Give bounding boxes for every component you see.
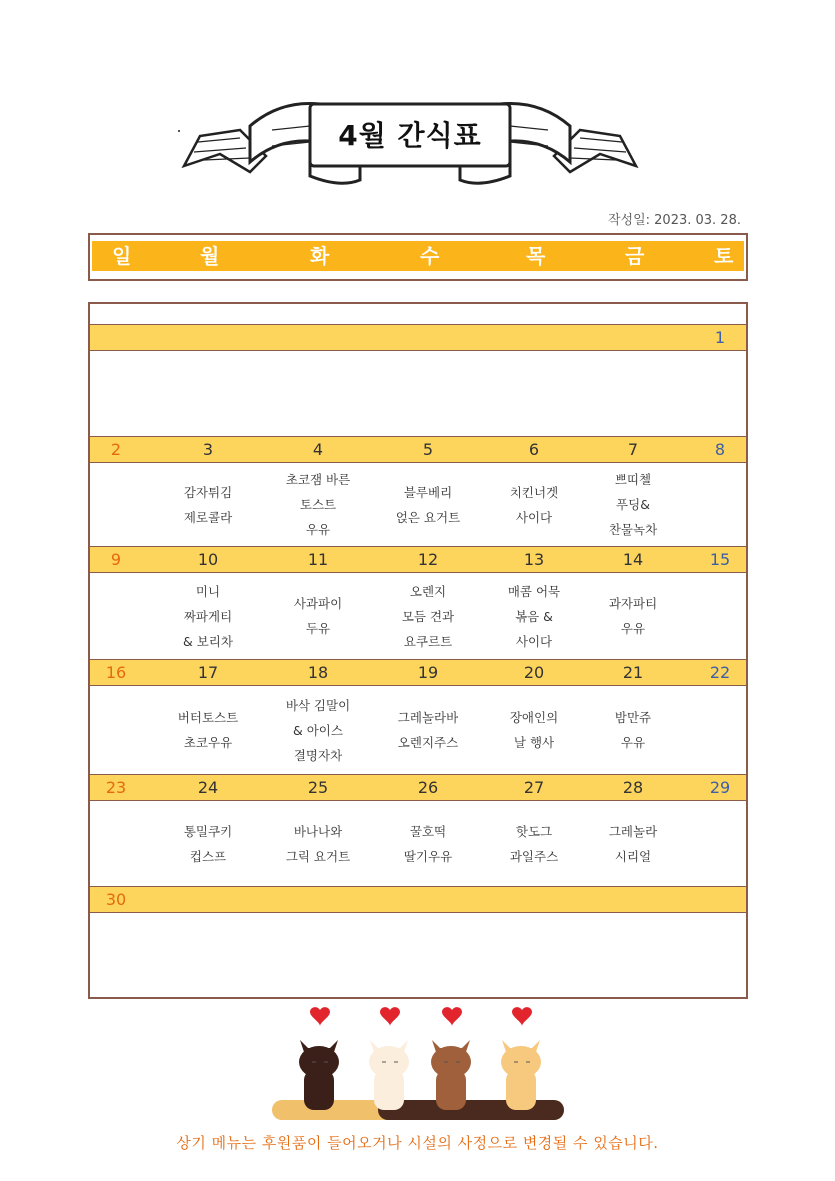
date-number: 28: [622, 778, 644, 797]
menu-item: 치킨너겟 사이다: [509, 484, 559, 525]
date-number: 23: [105, 778, 127, 797]
cat-cream-icon: [369, 1040, 409, 1110]
date-number: 16: [105, 663, 127, 682]
date-number: 21: [622, 663, 644, 682]
date-number: 6: [528, 440, 540, 459]
menu-item: 그레놀라바 오렌지주스: [397, 710, 459, 750]
calendar-grid: [88, 302, 748, 999]
date-number: 29: [709, 778, 731, 797]
date-number: 5: [422, 440, 434, 459]
date-number: 15: [709, 550, 731, 569]
page-title: 4월 간식표: [338, 119, 482, 152]
menu-item: 블루베리 얹은 요거트: [395, 484, 461, 525]
date-number: 22: [709, 663, 731, 682]
cat-orange-icon: [501, 1040, 541, 1110]
heart-icon: [380, 1007, 400, 1026]
date-number: 14: [622, 550, 644, 569]
date-number: 18: [307, 663, 329, 682]
date-number: 20: [523, 663, 545, 682]
menu-item: 과자파티 우유: [608, 596, 658, 636]
weekday-mon: 월: [200, 244, 220, 268]
date-row: [90, 546, 746, 573]
menu-item: 감자튀김 제로콜라: [183, 484, 233, 525]
date-row: [90, 436, 746, 463]
title-banner: [180, 96, 640, 188]
date-number: 24: [197, 778, 219, 797]
date-row: [90, 774, 746, 801]
menu-item: 장애인의 날 행사: [509, 710, 559, 750]
menu-item: 바삭 김말이 & 아이스 결명자차: [285, 697, 351, 763]
cats-illustration-icon: [268, 1004, 568, 1124]
menu-item: 초코잼 바른 토스트 우유: [285, 472, 351, 537]
footer-notice: 상기 메뉴는 후원품이 들어오거나 시설의 사정으로 변경될 수 있습니다.: [176, 1134, 659, 1152]
cat-brown-icon: [431, 1040, 471, 1110]
date-number: 25: [307, 778, 329, 797]
menu-item: 사과파이 두유: [293, 596, 343, 636]
menu-item: 통밀쿠키 컵스프: [183, 823, 233, 864]
menu-item: 핫도그 과일주스: [509, 823, 559, 864]
date-row: [90, 324, 746, 351]
date-number: 7: [627, 440, 639, 459]
weekday-header-bar: [92, 241, 744, 271]
date-number: 4: [312, 440, 324, 459]
date-number: 12: [417, 550, 439, 569]
menu-item: 미니 짜파게티 & 보리차: [183, 583, 233, 649]
date-number: 11: [307, 550, 329, 569]
menu-item: 꿀호떡 딸기우유: [403, 823, 453, 864]
date-number: 30: [105, 890, 127, 909]
weekday-thu: 목: [526, 244, 546, 268]
date-number: 2: [110, 440, 122, 459]
date-number: 17: [197, 663, 219, 682]
date-number: 3: [202, 440, 214, 459]
date-number: 27: [523, 778, 545, 797]
menu-item: 그레놀라 시리얼: [608, 823, 658, 864]
date-number: 10: [197, 550, 219, 569]
heart-icon: [310, 1007, 330, 1026]
weekday-header: [88, 233, 748, 281]
menu-item: 오렌지 모듬 견과 요쿠르트: [401, 583, 455, 649]
date-number: 13: [523, 550, 545, 569]
weekday-tue: 화: [310, 244, 330, 268]
date-number: 8: [714, 440, 726, 459]
created-date: 작성일: 2023. 03. 28.: [607, 213, 741, 228]
date-number: 9: [110, 550, 122, 569]
cat-black-icon: [299, 1040, 339, 1110]
weekday-sun: 일: [112, 244, 132, 268]
heart-icon: [512, 1007, 532, 1026]
menu-item: 밤만쥬 우유: [614, 710, 652, 750]
heart-icon: [442, 1007, 462, 1026]
weekday-sat: 토: [714, 244, 734, 268]
menu-item: 버터토스트 초코우유: [177, 710, 239, 750]
date-row: [90, 659, 746, 686]
menu-item: 매콤 어묵 볶음 & 사이다: [507, 583, 561, 649]
weekday-wed: 수: [420, 244, 440, 268]
date-number: 1: [714, 328, 726, 347]
menu-item: 쁘띠첼 푸딩& 찬물녹차: [608, 472, 658, 537]
menu-item: 바나나와 그릭 요거트: [285, 823, 351, 864]
date-number: 26: [417, 778, 439, 797]
date-row: [90, 886, 746, 913]
date-number: 19: [417, 663, 439, 682]
weekday-fri: 금: [625, 244, 645, 268]
